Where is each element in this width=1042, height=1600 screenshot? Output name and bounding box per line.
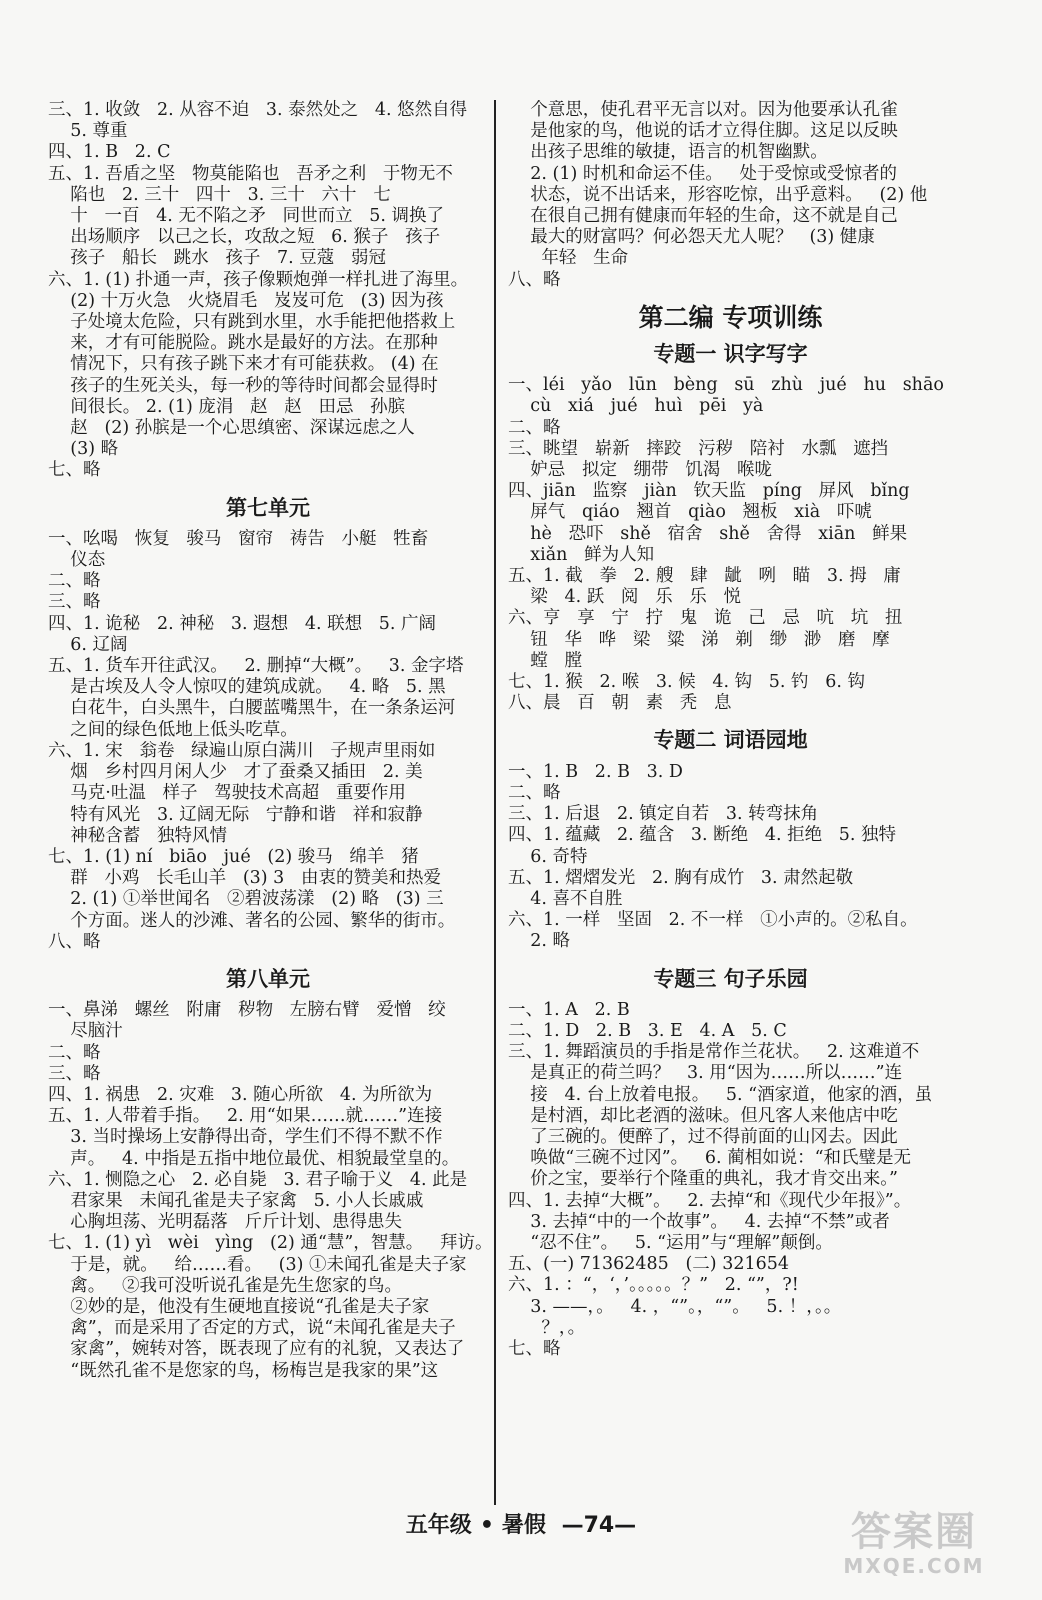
- answer-line: 二、1. D 2. B 3. E 4. A 5. C: [508, 1020, 787, 1041]
- answer-line: 3. ——，。 4. ，“”。，“”。 5. ！，。。: [508, 1296, 842, 1317]
- answer-line: 特有风光 3. 辽阔无际 宁静和谐 祥和寂静: [48, 804, 423, 825]
- answer-line: 六、1. 宋 翁卷 绿遍山原白满川 子规声里雨如: [48, 740, 436, 761]
- answer-line: 三、略: [48, 1063, 101, 1084]
- answer-line: 三、1. 收敛 2. 从容不迫 3. 泰然处之 4. 悠然自得: [48, 100, 468, 120]
- section-heading: 专题一 识字写字: [653, 342, 808, 367]
- answer-line: 状态，说不出话来，形容吃惊，出乎意料。 (2) 他: [508, 184, 928, 205]
- answer-line: 2. (1) ①举世闻名 ②碧波荡漾 (2) 略 (3) 三: [48, 889, 444, 910]
- answer-line: 是古埃及人令人惊叹的建筑成就。 4. 略 5. 黑: [48, 677, 446, 698]
- answer-line: 唤做“三碗不过冈”。 6. 蔺相如说：“和氏璧是无: [508, 1148, 912, 1169]
- answer-line: 接 4. 台上放着电报。 5. “酒家道，他家的酒，虽: [508, 1084, 933, 1105]
- answer-line: 白花牛，白头黑牛，白腰蓝嘴黑牛，在一条条运河: [48, 698, 456, 719]
- section-heading: 第八单元: [226, 966, 310, 991]
- answer-line: 一、1. B 2. B 3. D: [508, 761, 683, 782]
- answer-line: 三、略: [48, 592, 101, 613]
- answer-line: 来，才有可能脱险。跳水是最好的方法。在那种: [48, 333, 438, 354]
- answer-line: (3) 略: [48, 439, 119, 460]
- answer-line: 群 小鸡 长毛山羊 (3) 3 由衷的赞美和热爱: [48, 868, 441, 889]
- answer-line: 陷也 2. 三十 四十 3. 三十 六十 七: [48, 184, 391, 205]
- answer-line: 六、1. 一样 坚固 2. 不一样 ①小声的。②私自。: [508, 910, 918, 931]
- answer-line: 四、jiān 监察 jiàn 钦天监 píng 屏风 bǐng: [508, 481, 910, 502]
- answer-line: 3. 当时操场上安静得出奇，学生们不得不默不作: [48, 1127, 443, 1148]
- answer-line: 二、略: [48, 571, 101, 592]
- answer-line: 了三碗的。便醉了，过不得前面的山冈去。因此: [508, 1126, 898, 1147]
- answer-line: 妒忌 拟定 绷带 饥渴 喉咙: [508, 460, 773, 481]
- answer-line: 禽”，而是采用了否定的方式，说“未闻孔雀是夫子: [48, 1318, 456, 1339]
- answer-line: 出孩子思维的敏捷，语言的机智幽默。: [508, 142, 828, 163]
- answer-line: 七、1. (1) yì wèi yìng (2) 通“慧”，智慧。 拜访。: [48, 1233, 493, 1254]
- answer-line: 个意思，使孔君平无言以对。因为他要承认孔雀: [508, 100, 898, 120]
- answer-line: 五、(一) 71362485 (二) 321654: [508, 1254, 789, 1275]
- answer-line: 子处境太危险，只有跳到水里，水手能把他搭救上: [48, 312, 456, 333]
- page-number: —74—: [561, 1513, 637, 1538]
- answer-line: 2. (1) 时机和命运不佳。 处于受惊或受惊者的: [508, 163, 898, 184]
- section-heading: 专题三 句子乐园: [653, 966, 808, 991]
- answer-line: 一、鼻涕 螺丝 附庸 秽物 左膀右臂 爱憎 绞: [48, 1000, 446, 1021]
- column-divider: [494, 100, 496, 1505]
- answer-line: 情况下，只有孩子跳下来才有可能获救。 (4) 在: [48, 354, 439, 375]
- answer-line: 八、略: [48, 931, 101, 952]
- footer-dot: •: [479, 1513, 494, 1538]
- answer-line: 六、亨 享 宁 拧 鬼 诡 己 忌 吭 坑 扭: [508, 608, 903, 629]
- answer-line: 螳 膛: [508, 650, 582, 671]
- answer-line: 尽脑汁: [48, 1021, 123, 1042]
- section-heading: 专题二 词语园地: [653, 728, 808, 753]
- answer-line: 孩子 船长 跳水 孩子 7. 豆蔻 弱冠: [48, 248, 386, 269]
- answer-line: 最大的财富吗？何必怨天尤人呢？ (3) 健康: [508, 227, 875, 248]
- answer-line: 六、1. 恻隐之心 2. 必自毙 3. 君子喻于义 4. 此是: [48, 1169, 468, 1190]
- left-column: [48, 100, 493, 1382]
- answer-line: “既然孔雀不是您家的鸟，杨梅岂是我家的果”这: [48, 1360, 439, 1381]
- answer-line: 2. 略: [508, 931, 571, 952]
- answer-line: 六、1. (1) 扑通一声，孩子像颗炮弹一样扎进了海里。: [48, 269, 469, 290]
- answer-line: 四、1. 诡秘 2. 神秘 3. 遐想 4. 联想 5. 广阔: [48, 613, 437, 634]
- answer-line: 烟 乡村四月闲人少 才了蚕桑又插田 2. 美: [48, 762, 423, 783]
- answer-line: 之间的绿色低地上低头吃草。: [48, 719, 298, 740]
- answer-line: 6. 奇特: [508, 846, 588, 867]
- answer-line: 神秘含蓄 独特风情: [48, 825, 227, 846]
- answer-line: 一、léi yǎo lūn bèng sū zhù jué hu shāo: [508, 375, 944, 396]
- answer-line: (2) 十万火急 火烧眉毛 岌岌可危 (3) 因为孩: [48, 290, 444, 311]
- answer-line: 6. 辽阔: [48, 634, 128, 655]
- answer-line: 家禽”，婉转对答，既表现了应有的礼貌，又表达了: [48, 1339, 465, 1360]
- answer-line: 3. 去掉“中的一个故事”。 4. 去掉“不禁”或者: [508, 1211, 890, 1232]
- answer-line: 四、1. 去掉“大概”。 2. 去掉“和《现代少年报》”。: [508, 1190, 912, 1211]
- answer-line: 五、1. 熠熠发光 2. 胸有成竹 3. 肃然起敬: [508, 867, 854, 888]
- answer-line: 心胸坦荡、光明磊落 斤斤计划、患得患失: [48, 1212, 402, 1233]
- answer-line: cù xiá jué huì pēi yà: [508, 396, 764, 417]
- answer-line: 是村酒，却比老酒的滋味。但凡客人来他店中吃: [508, 1105, 898, 1126]
- answer-line: xiǎn 鲜为人知: [508, 544, 655, 565]
- answer-line: 二、略: [508, 782, 561, 803]
- answer-line: ？，。: [508, 1317, 586, 1338]
- part-title: 第二编 专项训练: [638, 302, 823, 332]
- answer-line: 一、1. A 2. B: [508, 999, 630, 1020]
- answer-line: 声。 4. 中指是五指中地位最优、相貌最堂皇的。: [48, 1148, 460, 1169]
- footer-grade: 五年级: [405, 1513, 472, 1538]
- answer-line: 孩子的生死关头，每一秒的等待时间都会显得时: [48, 375, 438, 396]
- answer-line: 五、1. 人带着手指。 2. 用“如果……就……”连接: [48, 1106, 443, 1127]
- answer-line: 出场顺序 以己之长，攻敌之短 6. 猴子 孩子: [48, 227, 441, 248]
- answer-line: 是真正的荷兰吗？ 3. 用“因为……所以……”连: [508, 1063, 903, 1084]
- answer-line: 5. 尊重: [48, 121, 128, 142]
- answer-line: 四、1. B 2. C: [48, 142, 171, 163]
- answer-line: 在很自己拥有健康而年轻的生命，这不就是自己: [508, 206, 898, 227]
- answer-line: 四、1. 蕴藏 2. 蕴含 3. 断绝 4. 拒绝 5. 独特: [508, 825, 897, 846]
- right-column: [508, 100, 953, 1360]
- answer-line: 五、1. 货车开往武汉。 2. 删掉“大概”。 3. 金字塔: [48, 656, 464, 677]
- answer-line: 马克·吐温 样子 驾驶技术高超 重要作用: [48, 783, 406, 804]
- answer-line: 赵 (2) 孙膑是一个心思缜密、深谋远虑之人: [48, 418, 415, 439]
- answer-line: 是他家的鸟，他说的话才立得住脚。这足以反映: [508, 121, 898, 142]
- answer-line: 二、略: [508, 417, 561, 438]
- answer-line: 三、1. 后退 2. 镇定自若 3. 转弯抹角: [508, 804, 819, 825]
- answer-line: 七、略: [508, 1338, 561, 1359]
- answer-line: 三、1. 舞蹈演员的手指是常作兰花状。 2. 这难道不: [508, 1042, 920, 1063]
- answer-line: 间很长。 2. (1) 庞涓 赵 赵 田忌 孙膑: [48, 396, 406, 417]
- answer-line: hè 恐吓 shě 宿舍 shě 舍得 xiān 鲜果: [508, 523, 908, 544]
- answer-line: 七、1. 猴 2. 喉 3. 候 4. 钩 5. 钓 6. 钩: [508, 672, 865, 693]
- answer-line: 六、1. ：“，‘，’。。。。。？” 2. “”，?!: [508, 1275, 799, 1296]
- answer-line: 价之宝，要举行个隆重的典礼，我才肯交出来。”: [508, 1169, 898, 1190]
- answer-line: 十 一百 4. 无不陷之矛 同世而立 5. 调换了: [48, 206, 445, 227]
- watermark-logo: [814, 1510, 1014, 1585]
- answer-line: 君家果 未闻孔雀是夫子家禽 5. 小人长戚戚: [48, 1190, 424, 1211]
- answer-line: 八、晨 百 朝 素 秃 息: [508, 693, 732, 714]
- answer-line: 七、1. (1) ní biāo jué (2) 骏马 绵羊 猪: [48, 846, 419, 867]
- answer-line: 梁 4. 跃 阅 乐 乐 悦: [508, 587, 741, 608]
- answer-line: 钮 华 哗 梁 粱 涕 剃 缈 渺 磨 摩: [508, 629, 890, 650]
- answer-line: ②妙的是，他没有生硬地直接说“孔雀是夫子家: [48, 1296, 430, 1317]
- answer-line: 八、略: [508, 269, 561, 290]
- section-heading: 第七单元: [226, 495, 310, 520]
- watermark-url: MXQE.COM: [843, 1554, 985, 1578]
- answer-line: 五、1. 截 拳 2. 艘 肆 龇 咧 瞄 3. 拇 庸: [508, 566, 901, 587]
- answer-line: 年轻 生命: [508, 248, 629, 269]
- answer-line: 禽。 ②我可没听说孔雀是先生您家的鸟。: [48, 1275, 402, 1296]
- answer-line: 四、1. 祸患 2. 灾难 3. 随心所欲 4. 为所欲为: [48, 1084, 433, 1105]
- answer-line: “忍不住”。 5. “运用”与“理解”颠倒。: [508, 1232, 833, 1253]
- answer-line: 屏气 qiáo 翘首 qiào 翘板 xià 吓唬: [508, 502, 872, 523]
- answer-line: 于是，就。 给……看。 (3) ①未闻孔雀是夫子家: [48, 1254, 467, 1275]
- answer-line: 三、眺望 崭新 摔跤 污秽 陪衬 水瓢 遮挡: [508, 438, 889, 459]
- answer-line: 五、1. 吾盾之坚 物莫能陷也 吾矛之利 于物无不: [48, 163, 453, 184]
- answer-line: 仪态: [48, 550, 106, 571]
- footer-term: 暑假: [501, 1513, 546, 1538]
- answer-line: 二、略: [48, 1042, 101, 1063]
- answer-line: 4. 喜不自胜: [508, 888, 623, 909]
- answer-line: 一、吆喝 恢复 骏马 窗帘 祷告 小艇 牲畜: [48, 528, 429, 549]
- answer-line: 个方面。迷人的沙滩、著名的公园、繁华的街市。: [48, 910, 456, 931]
- watermark-main: 答案圈: [851, 1509, 977, 1555]
- answer-line: 七、略: [48, 460, 101, 481]
